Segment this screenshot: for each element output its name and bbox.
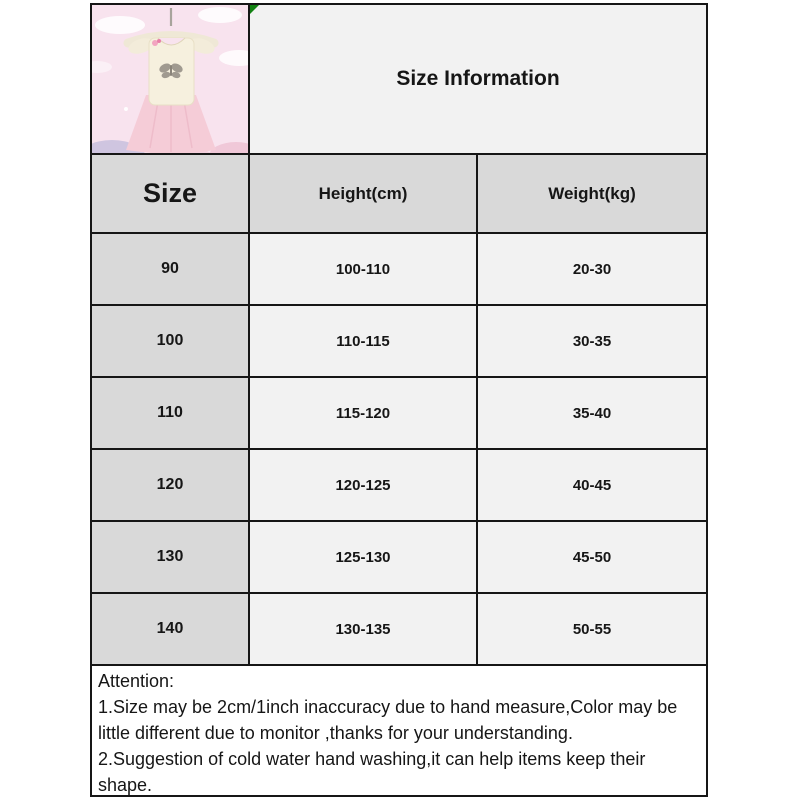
attention-line-2: 2.Suggestion of cold water hand washing,it can help items keep their shape.	[98, 749, 646, 795]
height-cell-row5: 125-130	[250, 522, 476, 592]
column-header-weight: Weight(kg)	[478, 155, 706, 232]
weight-cell-row1: 20-30	[478, 234, 706, 304]
height-cell-row2: 110-115	[250, 306, 476, 376]
size-cell-row5: 130	[92, 522, 248, 592]
size-cell-row1: 90	[92, 234, 248, 304]
weight-cell-row4: 40-45	[478, 450, 706, 520]
height-cell-row3: 115-120	[250, 378, 476, 448]
weight-cell-row3: 35-40	[478, 378, 706, 448]
height-cell-row1: 100-110	[250, 234, 476, 304]
weight-cell-row5: 45-50	[478, 522, 706, 592]
size-cell-row2: 100	[92, 306, 248, 376]
page-title: Size Information	[396, 67, 560, 90]
height-cell-row4: 120-125	[250, 450, 476, 520]
column-header-height: Height(cm)	[250, 155, 476, 232]
size-cell-row6: 140	[92, 594, 248, 664]
weight-cell-row6: 50-55	[478, 594, 706, 664]
green-corner-marker-icon	[250, 5, 259, 14]
attention-heading: Attention:	[98, 671, 175, 691]
product-photo-illustration	[92, 5, 248, 153]
attention-note	[92, 666, 706, 795]
column-header-size: Size	[92, 155, 248, 232]
height-cell-row6: 130-135	[250, 594, 476, 664]
size-cell-row3: 110	[92, 378, 248, 448]
size-chart-sheet	[90, 3, 708, 797]
attention-line-1: 1.Size may be 2cm/1inch inaccuracy due to hand measure,Color may be little different due to monitor ,thanks for your understanding.	[98, 697, 678, 743]
weight-cell-row2: 30-35	[478, 306, 706, 376]
product-photo	[92, 5, 248, 153]
size-information-header	[250, 5, 706, 153]
size-cell-row4: 120	[92, 450, 248, 520]
